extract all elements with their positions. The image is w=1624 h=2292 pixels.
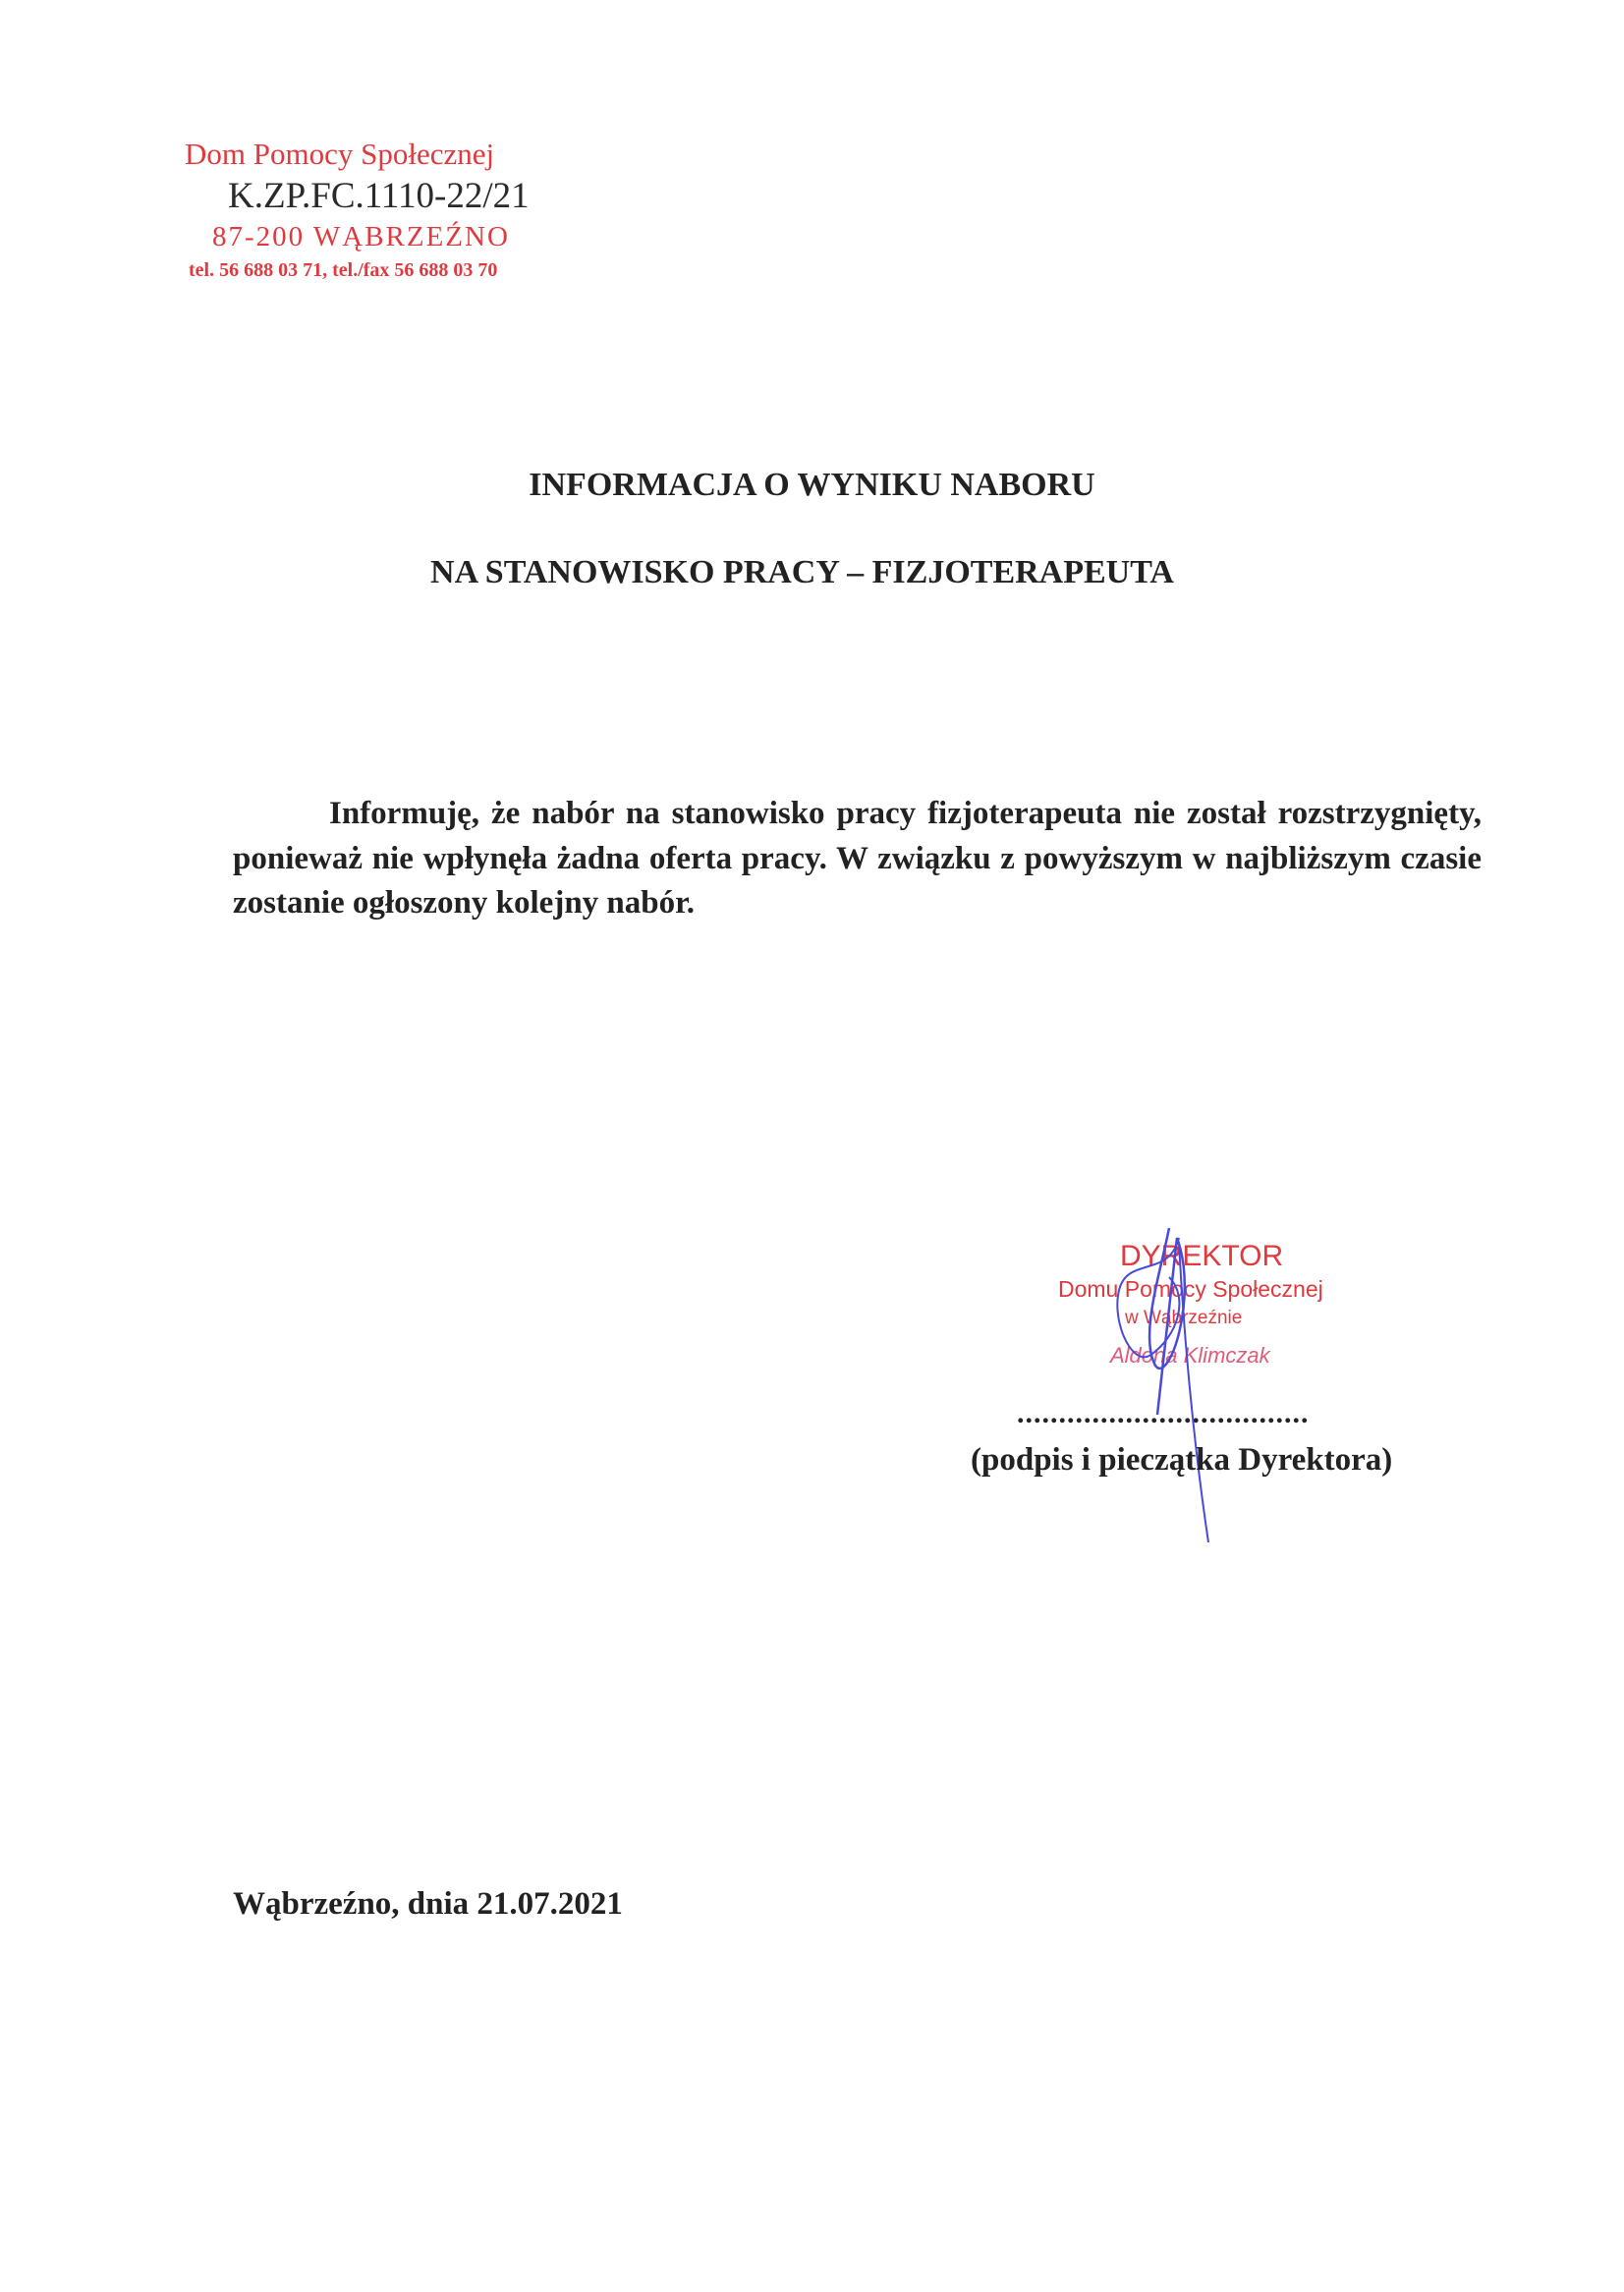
stamp-institution-name: Dom Pomocy Społecznej [185, 137, 495, 171]
director-stamp-name: Aldona Klimczak [1110, 1343, 1270, 1368]
director-stamp-city: w Wąbrzeźnie [1125, 1308, 1243, 1328]
director-stamp-title: DYREKTOR [1120, 1240, 1284, 1272]
signature-line: ................................... [1017, 1397, 1310, 1429]
place-and-date: Wąbrzeźno, dnia 21.07.2021 [233, 1886, 623, 1922]
director-stamp-institution: Domu Pomocy Społecznej [1058, 1276, 1323, 1302]
document-subtitle: NA STANOWISKO PRACY – FIZJOTERAPEUTA [430, 554, 1174, 590]
stamp-postal-address: 87-200 WĄBRZEŹNO [212, 221, 510, 252]
body-paragraph: Informuję, że nabór na stanowisko pracy fizjoterapeuta nie został rozstrzygnięty, ponieważ nie wpłynęła żadna oferta pracy. W związku z powyższym w najbliższym czasie zostanie ogłoszony kolejny nabór. [233, 796, 1482, 921]
reference-number: K.ZP.FC.1110-22/21 [228, 176, 530, 216]
stamp-phone: tel. 56 688 03 71, tel./fax 56 688 03 70 [189, 259, 498, 281]
handwritten-signature [1100, 1218, 1297, 1552]
document-title: INFORMACJA O WYNIKU NABORU [529, 467, 1095, 503]
signature-caption: (podpis i pieczątka Dyrektora) [971, 1442, 1393, 1478]
